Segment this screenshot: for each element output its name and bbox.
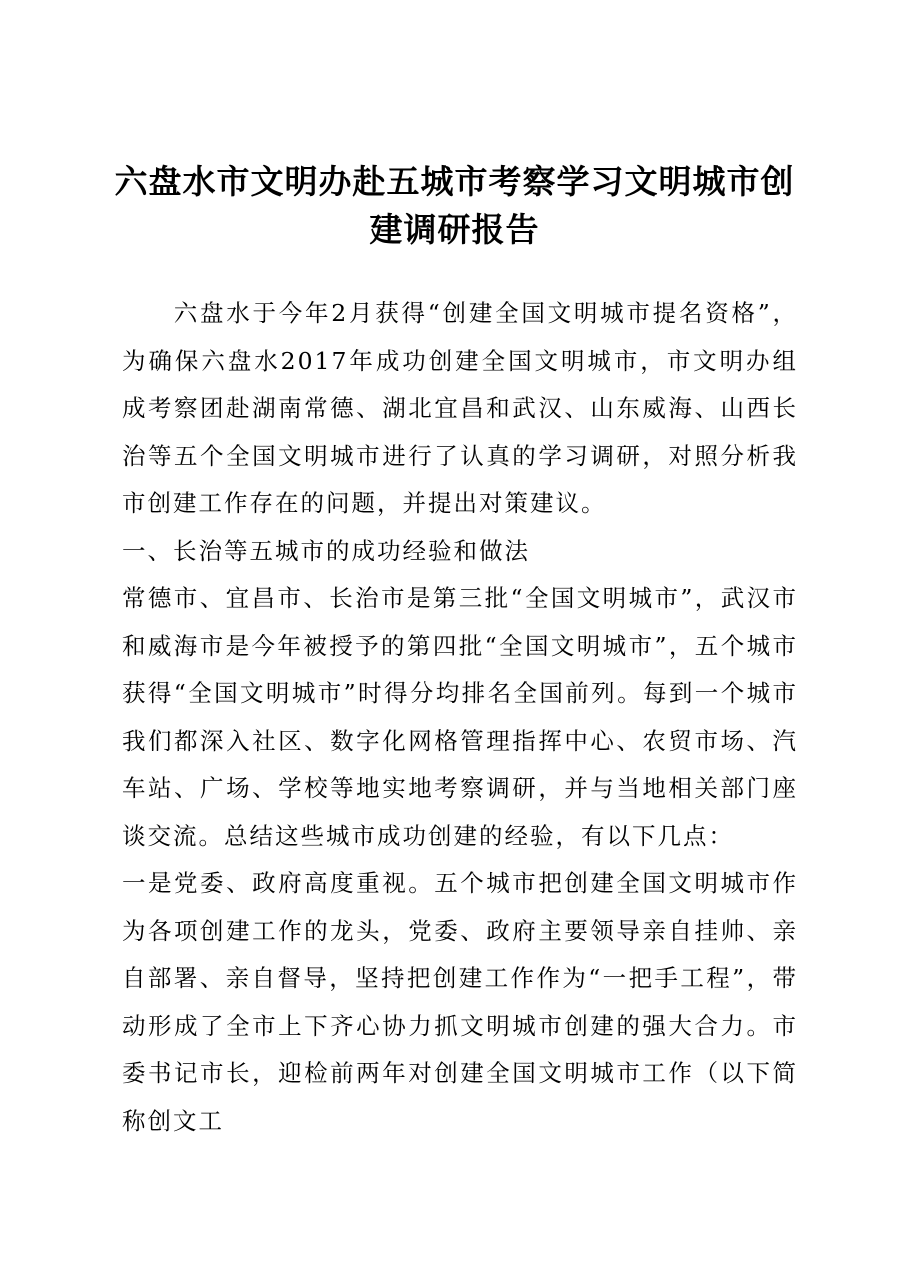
intro-paragraph: 六盘水于今年2月获得“创建全国文明城市提名资格”，为确保六盘水2017年成功创建全国文明城市，市文明办组成考察团赴湖南常德、湖北宜昌和武汉、山东威海、山西长治等五个全国文明城市进行了认真的学习调研，对照分析我市创建工作存在的问题，并提出对策建议。 bbox=[122, 299, 798, 517]
document-title: 六盘水市文明办赴五城市考察学习文明城市创建调研报告 bbox=[114, 162, 795, 249]
document-body bbox=[122, 290, 798, 1145]
point-one-paragraph: 一是党委、政府高度重视。五个城市把创建全国文明城市作为各项创建工作的龙头，党委、政府主要领导亲自挂帅、亲自部署、亲自督导，坚持把创建工作作为“一把手工程”，带动形成了全市上下齐心协力抓文明城市创建的强大合力。市委书记市长，迎检前两年对创建全国文明城市工作（以下简称创文工 bbox=[122, 869, 798, 1135]
section-heading: 一、长治等五城市的成功经验和做法 bbox=[122, 536, 530, 565]
experience-paragraph: 常德市、宜昌市、长治市是第三批“全国文明城市”，武汉市和威海市是今年被授予的第四批“全国文明城市”，五个城市获得“全国文明城市”时得分均排名全国前列。每到一个城市我们都深入社区、数字化网格管理指挥中心、农贸市场、汽车站、广场、学校等地实地考察调研，并与当地相关部门座谈交流。总结这些城市成功创建的经验，有以下几点： bbox=[122, 584, 798, 850]
